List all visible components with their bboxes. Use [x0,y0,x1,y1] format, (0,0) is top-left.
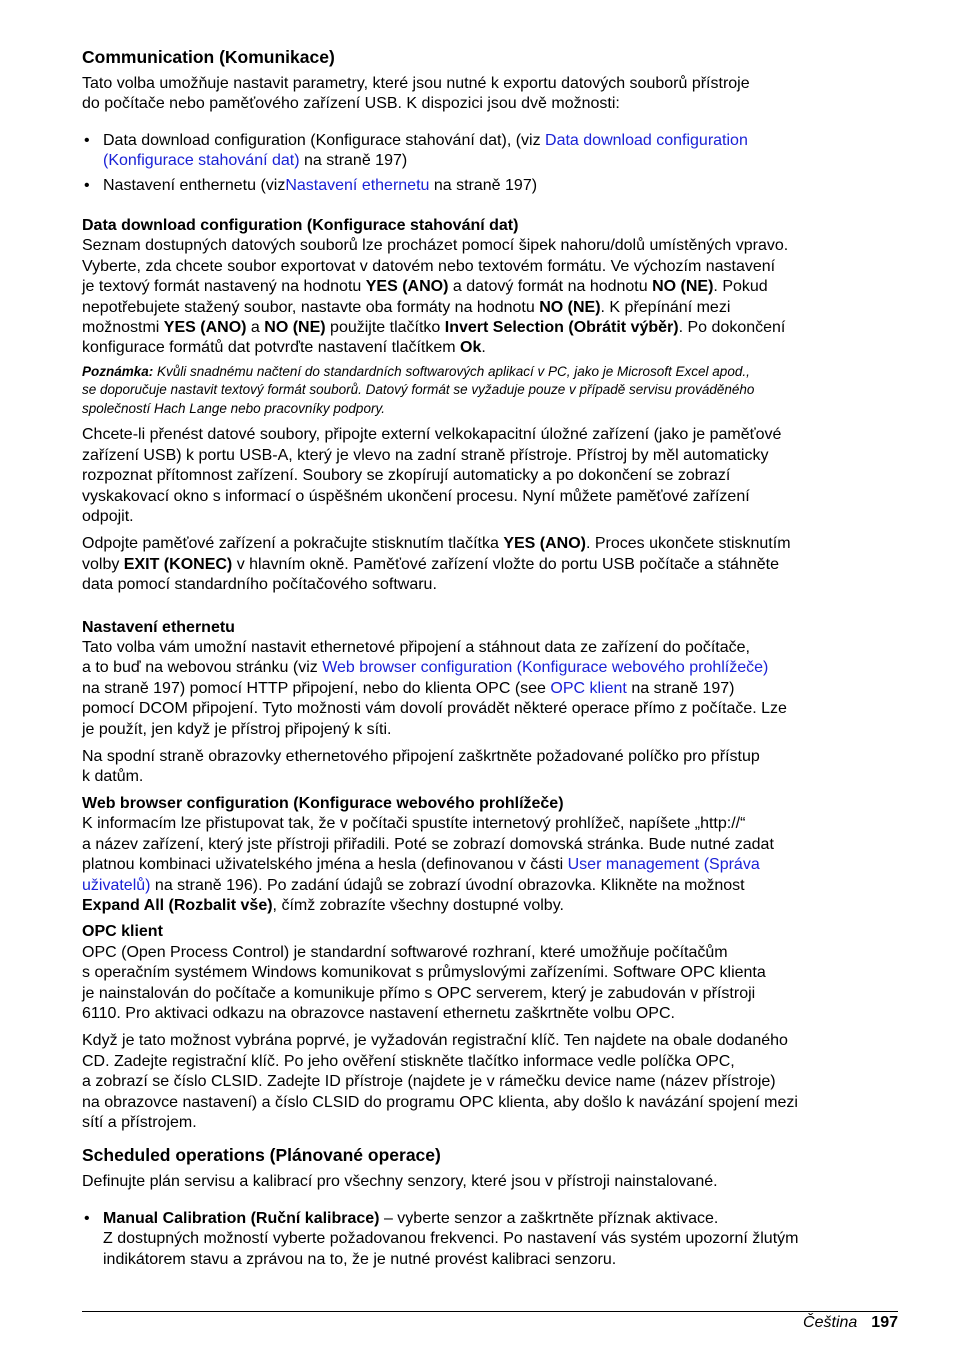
opc-paragraph: OPC (Open Process Control) je standardní softwarové rozhraní, které umožňuje počítačům s operačním systémem Windows komunikovat s průmyslovými zařízeními. Software OPC klienta je nainstalován do počítače a komunikuje přímo s OPC serverem, který je zabudován v přístroji 6110. Pro aktivaci odkazu na obrazovce nastavení ethernetu zaškrtněte volbu OPC. [82,943,766,1022]
scheduled-heading: Scheduled operations (Plánované operace) [82,1145,441,1166]
bullet: • [84,1209,90,1227]
data-download-paragraph: Seznam dostupných datových souborů lze procházet pomocí šipek nahoru/dolů umístěných vpravo. Vyberte, zda chcete soubor exportovat v datovém nebo textovém formátu. Ve výchozím nastavení je textový formát nastavený na hodnotu YES (ANO) a datový formát na hodnotu NO (NE). Pokud nepotřebujete stažený soubor, nastavte oba formáty na hodnotu NO (NE). K přepínání mezi možnostmi YES (ANO) a NO (NE) použijte tlačítko Invert Selection (Obrátit výběr). Po dokončení konfigurace formátů dat potvrďte nastavení tlačítkem Ok. [82,237,789,357]
list-item: • Nastavení enthernetu (vizNastavení ethernetu na straně 197) [82,176,898,196]
ethernet-paragraph: Tato volba vám umožní nastavit ethernetové připojení a stáhnout data ze zařízení do počítače, a to buď na webovou stránku (viz Web browser configuration (Konfigurace webového prohlížeče) na straně 197) pomocí HTTP připojení, nebo do klienta OPC (see OPC klient na straně 197) pomocí DCOM připojení. Tyto možnosti vám dovolí provádět některé operace přímo z počítače. Lze je použít, jen když je přístroj připojený k síti. [82,639,787,738]
page-footer [82,1311,898,1331]
note: Poznámka: Kvůli snadnému načtení do standardních softwarových aplikací v PC, jako je Microsoft Excel apod., se doporučuje nastavit textový formát souborů. Datový formát se vyžaduje pouze v případě servisu prováděného společností Hach Lange nebo pracovníky podpory. [82,363,755,416]
list-item: • Manual Calibration (Ruční kalibrace) – vyberte senzor a zaškrtněte příznak aktivace. Z dostupných možností vyberte požadovanou frekvenci. Po nastavení vás systém upozorní žlutým indikátorem stavu a zprávou na to, že je nutné provést kalibraci senzoru. [84,1209,799,1268]
page-content [82,46,898,1270]
bullet: • [84,131,90,149]
footer-language: Čeština [803,1314,858,1331]
link-web-browser-config[interactable]: Web browser configuration (Konfigurace webového prohlížeče) [322,659,769,677]
page-number: 197 [871,1314,898,1331]
link-opc-client[interactable]: OPC klient [550,679,627,697]
opc-registration-paragraph: Když je tato možnost vybrána poprvé, je vyžadován registrační klíč. Ten najdete na obale dodaného CD. Zadejte registrační klíč. Po jeho ověření stiskněte tlačítko informace vedle políčka OPC, a zobrazí se číslo CLSID. Zadejte ID přístroje (najdete je v rámečku device name (název přístroje) na obrazovce nastavení) a číslo CLSID do programu OPC klienta, aby došlo k navázání spojení mezi sítí a přístrojem. [82,1032,798,1131]
list-item: • Data download configuration (Konfigurace stahování dat), (viz Data download configuration (Konfigurace stahování dat) na straně 197) [84,131,748,170]
web-browser-heading: Web browser configuration (Konfigurace webového prohlížeče) [82,794,564,812]
usb-transfer-paragraph: Chcete-li přenést datové soubory, připojte externí velkokapacitní úložné zařízení (jako je paměťové zařízení USB) k portu USB-A, který je vlevo na zadní straně přístroje. Přístroj by měl automaticky rozpoznat přítomnost zařízení. Soubory se zkopírují automaticky a po dokončení se zobrazí vyskakovací okno s informací o úspěšném ukončení procesu. Nyní můžete paměťové zařízení odpojit. [82,426,782,525]
disconnect-paragraph: Odpojte paměťové zařízení a pokračujte stisknutím tlačítka YES (ANO). Proces ukončete stisknutím volby EXIT (KONEC) v hlavním okně. Paměťové zařízení vložte do portu USB počítače a stáhněte data pomocí standardního počítačového softwaru. [82,535,791,594]
link-data-download-config[interactable]: Data download configuration (Konfigurace stahování dat) [103,131,748,170]
web-browser-paragraph: K informacím lze přistupovat tak, že v počítači spustíte internetový prohlížeč, napíšete „http://“ a název zařízení, který jste přístroji přiřadili. Poté se zobrazí domovská stránka. Bude nutné zadat platnou kombinaci uživatelského jména a hesla (definovanou v části User management (Správa uživatelů) na straně 196). Po zadání údajů se zobrazí úvodní obrazovka. Klikněte na možnost Expand All (Rozbalit vše), čímž zobrazíte všechny dostupné volby. [82,815,774,914]
data-download-heading: Data download configuration (Konfigurace stahování dat) [82,217,519,235]
communication-intro: Tato volba umožňuje nastavit parametry, které jsou nutné k exportu datových souborů přístroje do počítače nebo paměťového zařízení USB. K dispozici jsou dvě možnosti: [82,75,750,113]
note-label: Poznámka: [82,363,154,379]
ethernet-access-paragraph: Na spodní straně obrazovky ethernetového připojení zaškrtněte požadované políčko pro přístup k datům. [82,748,760,786]
communication-options-list [82,131,898,196]
link-ethernet-settings[interactable]: Nastavení ethernetu [285,176,430,194]
scheduled-list [82,1209,898,1270]
communication-heading: Communication (Komunikace) [82,47,335,67]
scheduled-intro: Definujte plán servisu a kalibrací pro všechny senzory, které jsou v přístroji nainstalované. [82,1173,718,1191]
opc-heading: OPC klient [82,923,163,941]
link-user-management[interactable]: User management (Správa uživatelů) [82,856,760,894]
bullet: • [84,176,90,194]
ethernet-heading: Nastavení ethernetu [82,618,235,636]
